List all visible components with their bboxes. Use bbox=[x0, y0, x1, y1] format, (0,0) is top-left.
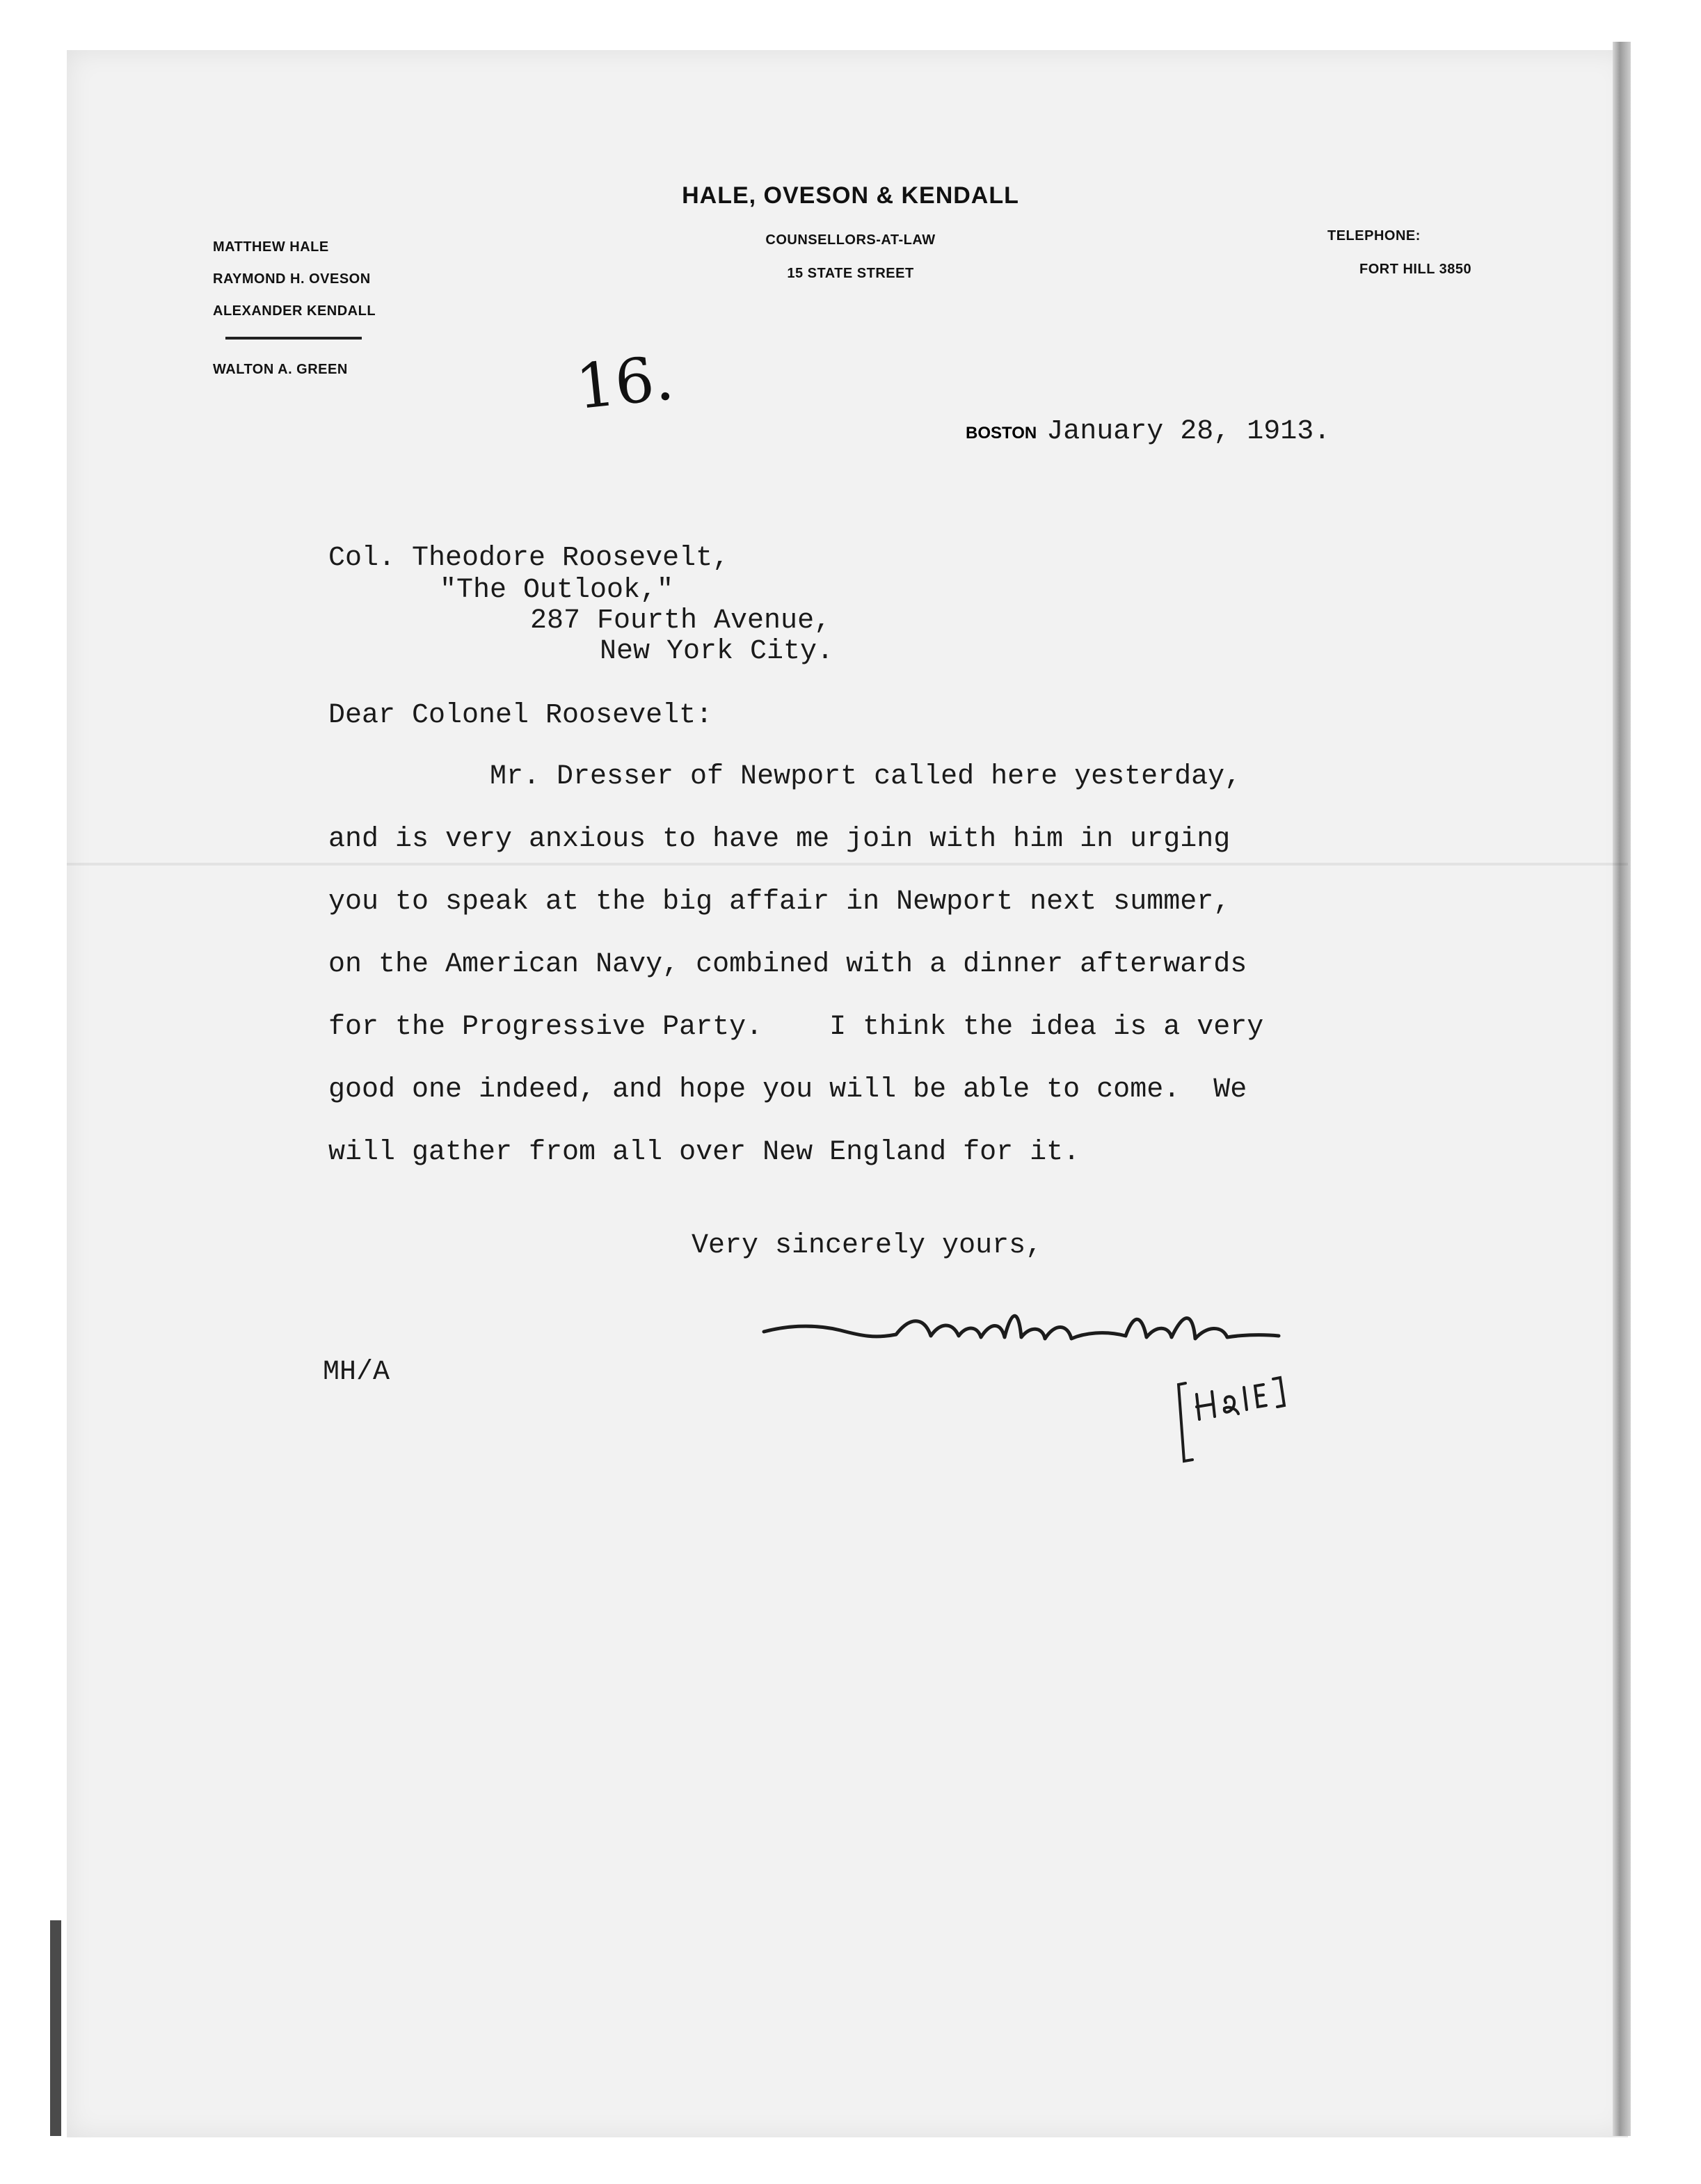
telephone-label: TELEPHONE: bbox=[1327, 228, 1421, 244]
dateline bbox=[966, 416, 1330, 447]
telephone-number: FORT HILL 3850 bbox=[1359, 262, 1472, 277]
salutation: Dear Colonel Roosevelt: bbox=[328, 700, 713, 731]
body-line: you to speak at the big affair in Newport next summer, bbox=[328, 886, 1231, 918]
paper-edge-shadow bbox=[1613, 42, 1631, 2136]
recipient-line: Col. Theodore Roosevelt, bbox=[328, 543, 730, 574]
handwritten-folio-number: 16. bbox=[573, 341, 677, 424]
letterhead-divider bbox=[225, 337, 362, 340]
recipient-line: New York City. bbox=[600, 636, 834, 667]
partner-name: RAYMOND H. OVESON bbox=[213, 271, 371, 287]
recipient-line: "The Outlook," bbox=[440, 575, 674, 606]
dateline-date: January 28, 1913. bbox=[1046, 416, 1331, 447]
firm-profession: COUNSELLORS-AT-LAW bbox=[765, 232, 936, 248]
closing: Very sincerely yours, bbox=[692, 1230, 1043, 1261]
body-line: and is very anxious to have me join with him in urging bbox=[328, 824, 1231, 855]
paper-edge-dark bbox=[50, 1920, 61, 2136]
firm-name: HALE, OVESON & KENDALL bbox=[682, 182, 1019, 209]
firm-address: 15 STATE STREET bbox=[787, 266, 914, 281]
body-line: on the American Navy, combined with a dinner afterwards bbox=[328, 949, 1247, 980]
body-line: for the Progressive Party. I think the idea is a very bbox=[328, 1012, 1264, 1043]
body-line: Mr. Dresser of Newport called here yesterday, bbox=[490, 761, 1242, 792]
body-line: good one indeed, and hope you will be able to come. We bbox=[328, 1074, 1247, 1106]
handwritten-bracket-note bbox=[1169, 1364, 1308, 1482]
body-line: will gather from all over New England for it. bbox=[328, 1137, 1080, 1168]
associate-name: WALTON A. GREEN bbox=[213, 362, 348, 377]
paper-fold-line bbox=[67, 863, 1628, 866]
partner-name: MATTHEW HALE bbox=[213, 239, 329, 255]
partner-name: ALEXANDER KENDALL bbox=[213, 303, 376, 319]
dateline-city: BOSTON bbox=[966, 424, 1037, 443]
typist-initials: MH/A bbox=[323, 1357, 390, 1388]
recipient-line: 287 Fourth Avenue, bbox=[530, 605, 831, 637]
